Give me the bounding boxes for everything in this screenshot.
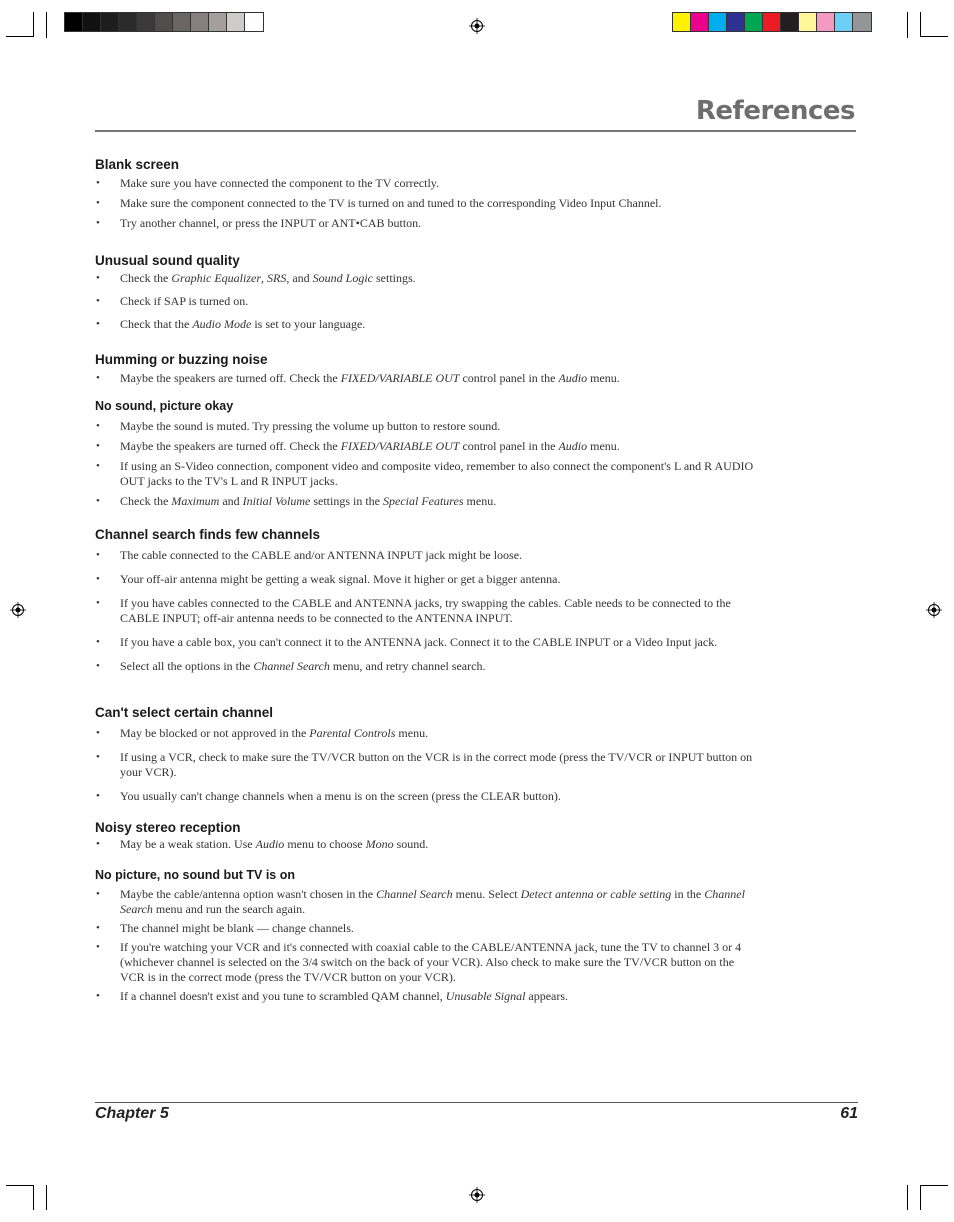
section-no-sound bbox=[95, 399, 755, 527]
section-humming-noise bbox=[95, 352, 755, 399]
color-swatch bbox=[691, 13, 709, 31]
grayscale-swatch bbox=[227, 13, 245, 31]
list-item: • If you have cables connected to the CABLE and ANTENNA jacks, try swapping the cables. Cable needs to be connected to the CABLE INPUT; off-air antenna needs to be connected to the ANTENNA INPUT. bbox=[95, 596, 755, 626]
grayscale-swatch bbox=[137, 13, 155, 31]
list-item: • Maybe the sound is muted. Try pressing the volume up button to restore sound. bbox=[95, 419, 755, 434]
registration-mark-icon bbox=[469, 18, 485, 34]
grayscale-swatch bbox=[209, 13, 227, 31]
bullet-list bbox=[95, 887, 755, 1004]
list-item: • You usually can't change channels when a menu is on the screen (press the CLEAR button). bbox=[95, 789, 755, 804]
color-swatch bbox=[835, 13, 853, 31]
list-item: • Maybe the speakers are turned off. Check the FIXED/VARIABLE OUT control panel in the Audio menu. bbox=[95, 371, 755, 386]
list-item: • Try another channel, or press the INPUT or ANT•CAB button. bbox=[95, 216, 755, 231]
grayscale-swatch bbox=[65, 13, 83, 31]
grayscale-swatch bbox=[101, 13, 119, 31]
list-item: • Select all the options in the Channel Search menu, and retry channel search. bbox=[95, 659, 755, 674]
list-item: • Make sure you have connected the component to the TV correctly. bbox=[95, 176, 755, 191]
list-item: • The cable connected to the CABLE and/or ANTENNA INPUT jack might be loose. bbox=[95, 548, 755, 563]
section-no-picture-no-sound bbox=[95, 868, 755, 1004]
section-blank-screen bbox=[95, 157, 755, 253]
list-item: • If using an S-Video connection, component video and composite video, remember to also connect the component's L and R AUDIO OUT jacks to the TV's L and R INPUT jacks. bbox=[95, 459, 755, 489]
grayscale-swatch bbox=[83, 13, 101, 31]
list-item: • Maybe the speakers are turned off. Check the FIXED/VARIABLE OUT control panel in the Audio menu. bbox=[95, 439, 755, 454]
section-cant-select-channel bbox=[95, 705, 755, 820]
section-unusual-sound bbox=[95, 253, 755, 352]
color-swatch bbox=[817, 13, 835, 31]
list-item: • Make sure the component connected to the TV is turned on and tuned to the corresponding Video Input Channel. bbox=[95, 196, 755, 211]
section-heading: Unusual sound quality bbox=[95, 253, 240, 268]
bullet-list bbox=[95, 548, 755, 674]
list-item: • If using a VCR, check to make sure the TV/VCR button on the VCR is in the correct mode (press the TV/VCR or INPUT button on your VCR). bbox=[95, 750, 755, 780]
color-swatch bbox=[673, 13, 691, 31]
list-item: • If you have a cable box, you can't connect it to the ANTENNA jack. Connect it to the CABLE INPUT or a Video Input jack. bbox=[95, 635, 755, 650]
page-number: 61 bbox=[840, 1105, 858, 1122]
registration-mark-icon bbox=[469, 1187, 485, 1203]
list-item: • If a channel doesn't exist and you tune to scrambled QAM channel, Unusable Signal appears. bbox=[95, 989, 755, 1004]
section-channel-search bbox=[95, 527, 755, 705]
grayscale-swatch bbox=[245, 13, 263, 31]
color-swatch bbox=[763, 13, 781, 31]
color-swatch bbox=[709, 13, 727, 31]
list-item: • May be blocked or not approved in the Parental Controls menu. bbox=[95, 726, 755, 741]
section-heading: No sound, picture okay bbox=[95, 399, 234, 413]
section-heading: No picture, no sound but TV is on bbox=[95, 868, 295, 882]
registration-mark-icon bbox=[926, 602, 942, 618]
chapter-label: Chapter 5 bbox=[95, 1105, 169, 1122]
color-swatch bbox=[781, 13, 799, 31]
page-title: References bbox=[695, 96, 855, 126]
bullet-list bbox=[95, 419, 755, 509]
section-heading: Blank screen bbox=[95, 157, 180, 172]
bullet-list bbox=[95, 726, 755, 804]
bullet-list bbox=[95, 176, 755, 231]
section-noisy-stereo bbox=[95, 820, 755, 868]
footer-rule bbox=[95, 1102, 858, 1103]
grayscale-swatch bbox=[155, 13, 173, 31]
troubleshooting-content bbox=[95, 157, 755, 1004]
grayscale-swatch bbox=[119, 13, 137, 31]
color-calibration-bar bbox=[672, 12, 872, 32]
color-swatch bbox=[745, 13, 763, 31]
section-heading: Humming or buzzing noise bbox=[95, 352, 268, 367]
list-item: • Check the Maximum and Initial Volume settings in the Special Features menu. bbox=[95, 494, 755, 509]
list-item: • Check the Graphic Equalizer, SRS, and Sound Logic settings. bbox=[95, 271, 755, 286]
list-item: • Check if SAP is turned on. bbox=[95, 294, 755, 309]
grayscale-swatch bbox=[173, 13, 191, 31]
list-item: • Maybe the cable/antenna option wasn't chosen in the Channel Search menu. Select Detect antenna or cable setting in the Channel Search menu and run the search again. bbox=[95, 887, 755, 917]
color-swatch bbox=[727, 13, 745, 31]
bullet-list bbox=[95, 271, 755, 332]
grayscale-calibration-bar bbox=[64, 12, 264, 32]
registration-mark-icon bbox=[10, 602, 26, 618]
color-swatch bbox=[853, 13, 871, 31]
header-rule bbox=[95, 130, 856, 132]
list-item: • If you're watching your VCR and it's connected with coaxial cable to the CABLE/ANTENNA jack, tune the TV to channel 3 or 4 (whichever channel is selected on the 3/4 switch on the back of your VCR). Also check to make sure the TV/VCR button on the VCR is in the correct mode (press the TV/VCR button on your VCR). bbox=[95, 940, 755, 985]
section-heading: Channel search finds few channels bbox=[95, 527, 321, 542]
color-swatch bbox=[799, 13, 817, 31]
list-item: • Your off-air antenna might be getting a weak signal. Move it higher or get a bigger antenna. bbox=[95, 572, 755, 587]
list-item: • The channel might be blank — change channels. bbox=[95, 921, 755, 936]
section-heading: Can't select certain channel bbox=[95, 705, 274, 720]
bullet-list bbox=[95, 837, 755, 852]
bullet-list bbox=[95, 371, 755, 386]
grayscale-swatch bbox=[191, 13, 209, 31]
section-heading: Noisy stereo reception bbox=[95, 820, 241, 835]
list-item: • May be a weak station. Use Audio menu to choose Mono sound. bbox=[95, 837, 755, 852]
list-item: • Check that the Audio Mode is set to your language. bbox=[95, 317, 755, 332]
